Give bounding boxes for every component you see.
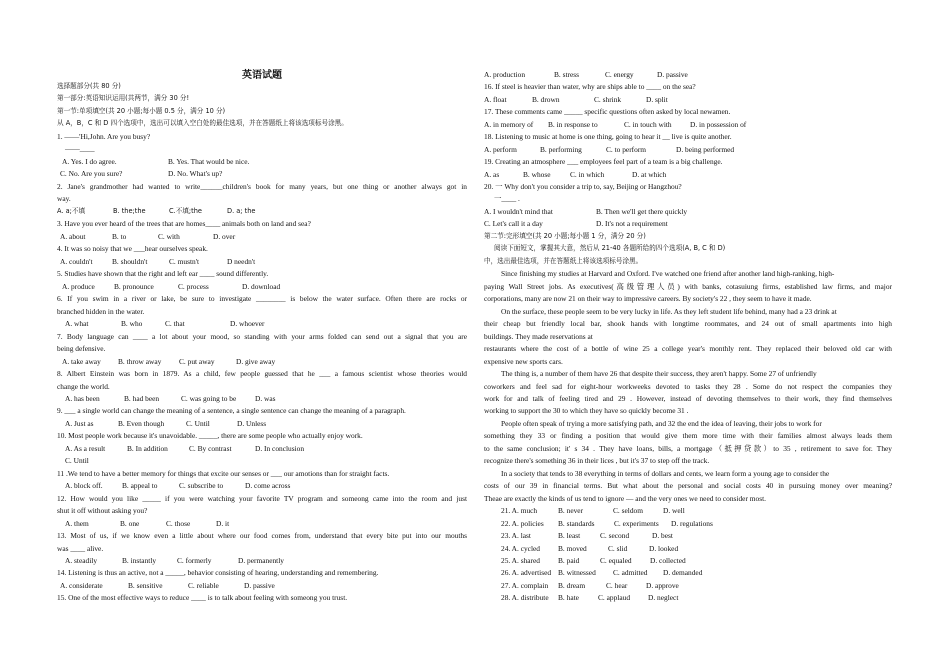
question-14-options [60,581,275,590]
option: B. least [558,531,581,540]
cloze-options-25 [501,556,686,565]
option: 23. A. last [501,531,531,540]
passage-line: work for and talk of feeling tired and 29 . However, instead of devoting themselves to their work, they find themselves [484,394,892,403]
option: C. with [158,232,180,241]
question-2-cont: way. [57,194,71,203]
question-8: 8. Albert Einstein was born in 1879. As a child, few people guessed that he ___ a famous scientist whose theories would [57,369,467,378]
passage-line [501,269,892,278]
option: A. produce [62,282,95,291]
question-20-options [484,207,687,216]
option: A. I wouldn't mind that [484,207,553,216]
option: D. download [242,282,281,291]
option: A. steadily [65,556,98,565]
question-7-cont: being defensive. [57,344,106,353]
option: A. float [484,95,507,104]
passage-line: corporations, many are now 21 on their way to impressive careers. By society's 22 , they seem to have it made. [484,294,812,303]
option: A. has been [65,394,100,403]
option: B. In addition [127,444,168,453]
option: C. By contrast [189,444,232,453]
section-2-heading: 第二节:完形填空(共 20 小题;每小题 1 分，满分 20 分) [484,232,646,240]
intro-line: 第一节:单项填空(共 20 小题;每小题 0.5 分，满分 10 分) [57,107,226,115]
option: D. permanently [238,556,284,565]
cloze-options-28 [501,593,678,602]
question-6: 6. If you swim in a river or lake, be sure to investigate ________ is below the water surface. Often there are rocks or [57,294,467,303]
option: D. split [646,95,668,104]
option: B. in response to [548,120,598,129]
option: D. well [663,506,685,515]
page-title: 英语试题 [242,70,282,81]
option: 24. A. cycled [501,544,540,553]
option: D. whoever [230,319,265,328]
question-20-reply: 一____ . [494,194,520,203]
question-10-extra-option: C. Until [65,456,89,465]
question-19: 19. Creating an atmosphere ___ employees feel part of a team is a big challenge. [484,157,723,166]
question-9: 9. ___ a single world can change the meaning of a sentence, a single sentence can change the meaning of a paragraph. [57,406,406,415]
option: C. mustn't [169,257,200,266]
question-5-options [62,282,280,291]
question-15: 15. One of the most effective ways to reduce ____ is to talk about feeling with someong you trust. [57,593,348,602]
option: C. reliable [188,581,219,590]
option: C. formerly [177,556,212,565]
question-16-options [484,95,668,104]
option: B. who [121,319,143,328]
option: 21. A. much [501,506,538,515]
question-6-cont: branched hidden in the water. [57,307,145,316]
option: D. best [652,531,673,540]
option: D. It's not a requirement [596,219,668,228]
option: 28. A. distribute [501,593,549,602]
option: B. one [120,519,140,528]
cloze-options-23 [501,531,673,540]
cloze-options-26 [501,568,702,577]
option: B. the;the [113,207,146,215]
passage-line: In a society that tends to 38 everything in terms of dollars and cents, we learn form a young age to consider the [501,469,830,478]
option: D. approve [646,581,679,590]
question-7: 7. Body language can ____ a lot about your mood, so standing with your arms folded can send out a signal that you are [57,332,467,341]
question-13-options [65,556,284,565]
option: D. being performed [676,145,735,154]
question-1: 1. ——'Hi,John. Are you busy? [57,132,151,141]
option: B. Then we'll get there quickly [596,207,688,216]
option: C. applaud [598,593,631,602]
option: C. was going to be [181,394,237,403]
option: C.不填;the [169,207,202,215]
option: A. them [65,519,89,528]
option: C. No. Are you sure? [60,169,123,178]
cloze-options-21 [501,506,685,515]
option: C. admitted [613,568,648,577]
option: D. give away [236,357,276,366]
option: C. energy [605,70,634,79]
option: D. In conclusion [255,444,305,453]
option: D. was [255,394,276,403]
option: B. hate [558,593,579,602]
option: B. throw away [118,357,162,366]
question-15-options [484,70,688,79]
question-8-cont: change the world. [57,382,110,391]
question-4: 4. It was so noisy that we ___hear ourselves speak. [57,244,208,253]
option: D. No. What's up? [168,169,223,178]
option: B. paid [558,556,580,565]
option: A. considerate [60,581,103,590]
option: C. to perform [606,145,647,154]
option: D. a; the [227,207,256,215]
passage-line: The thing is, a number of them have 26 that despite their success, they aren't happy. Some 27 of unfriendly [501,369,817,378]
section-2-instruction: 中，选出最佳选项，并在答题纸上将该选项标号涂黑。 [484,257,643,265]
question-9-options [65,419,266,428]
option: A. in memory of [484,120,534,129]
passage-line: costs of our 39 in financial terms. But what about the personal and social costs 40 in pursuing money over meaning? [484,481,892,490]
option: A. Just as [65,419,94,428]
option: C. put away [179,357,215,366]
question-13-cont: was ____ alive. [57,544,104,553]
option: C. seldom [613,506,643,515]
question-20: 20. 一 Why don't you consider a trip to, say, Beijing or Hangzhou? [484,182,682,191]
option: C. equaled [600,556,632,565]
option: B. shouldn't [112,257,148,266]
option: A. production [484,70,526,79]
option: A. a;不填 [57,207,86,215]
question-16: 16. If steel is heavier than water, why are ships able to ____ on the sea? [484,82,696,91]
question-3: 3. Have you ever heard of the trees that are homes____ animals both on land and sea? [57,219,311,228]
option: B. to [112,232,127,241]
option: D. in possession of [690,120,747,129]
option: D. over [213,232,236,241]
option: B. Even though [118,419,165,428]
option: D. passive [657,70,688,79]
option: C. that [165,319,185,328]
question-11: 11 .We tend to have a better memory for things that excite our senses or ___ our amotions than for straight facts. [57,469,390,478]
option: A. what [65,319,89,328]
option: A. about [60,232,86,241]
option: C. process [178,282,209,291]
section-2-instruction: 阅读下面短文，掌握其大意，然后从 21-40 各题所给的四个选项(A, B, C 和 D) [494,244,726,252]
passage-line: their cheap but friendly local bar, shook hands with longtime roommates, and 24 out of small apartments into high [484,319,892,328]
option: D. demanded [663,568,703,577]
option: C. Let's call it a day [484,219,543,228]
option: C. shrink [594,95,622,104]
option: C. subscribe to [179,481,224,490]
option: B. sensitive [128,581,163,590]
passage-text: Since finishing my studies at Harvard and Oxford. I've watched one friend after another land high-ranking, high- [501,269,835,278]
passage-line: recognize there's something 36 in their lices , but it's 37 to step off the track. [484,456,710,465]
cloze-options-27 [501,581,679,590]
question-6-options [65,319,264,328]
option: B. moved [558,544,587,553]
option: D. it [216,519,230,528]
question-19-options [484,170,666,179]
option: C. experiments [614,519,659,528]
option: B. pronounce [114,282,154,291]
option: B. Yes. That would be nice. [168,157,250,166]
question-1-options [62,157,249,166]
option: C. slid [608,544,628,553]
option: C. Until [186,419,210,428]
passage-line: restaurants where the cost of a bottle of wine 25 a college year's monthly rent. They replaced their beloved old car with [484,344,892,353]
option: D. passive [244,581,275,590]
option: A. as [484,170,500,179]
option: D. Unless [237,419,267,428]
passage-line: coworkers and feel sad for eight-hour workweeks devoted to tasks they 28 . Some do not respect the companies they [484,382,892,391]
passage-line: Theae are exactly the kinds of us tend to ignore — and the very ones we need to consider most. [484,494,766,503]
passage-line: something they 33 or finding a position that would give them more time with their families almost always leads them [484,431,892,440]
option: D. regulations [671,519,713,528]
option: D. come across [245,481,291,490]
question-10: 10. Most people work because it's unavoidable. _____, there are some people who actually enjoy work. [57,431,363,440]
question-18-options [484,145,734,154]
option: B. drown [532,95,560,104]
question-1-reply: ——____ [65,144,95,153]
question-20-options [484,219,668,228]
question-13: 13. Most of us, if we know even a little about where our food comes from, understand that every bite put into our mouths [57,531,467,540]
option: B. stress [554,70,580,79]
option: D. looked [649,544,679,553]
option: A. perform [484,145,517,154]
option: B. instantly [122,556,157,565]
question-2: 2. Jane's grandmother had wanted to write______children's book for many years, but one thing or another always got in [57,182,467,191]
option: B. witnessed [558,568,596,577]
option: C. those [166,519,191,528]
option: 25. A. shared [501,556,540,565]
option: D. at which [632,170,667,179]
passage-line: On the surface, these people seem to be very lucky in life. As they left student life behind, many had a 23 drink at [501,307,837,316]
option: B. never [558,506,584,515]
option: B. had been [124,394,160,403]
cloze-options-22 [501,519,713,528]
option: C. in which [570,170,605,179]
intro-line: 选择题部分(共 80 分) [57,82,121,90]
question-7-options [62,357,275,366]
question-17-options [484,120,746,129]
option: B. standards [558,519,595,528]
option: D needn't [227,257,256,266]
question-12-cont: shut it off without asking you? [57,506,148,515]
passage-line: working to support the 30 to which they have so quickly become 31 . [484,406,689,415]
passage-line: paying Wall Street jobs. As executives(高级管理人员) with banks, cotasuiung firms, established law firms, and major [484,282,892,291]
question-1-options [60,169,222,178]
option: A. block off. [65,481,103,490]
passage-line: buildings. They made reservations at [484,332,593,341]
option: A. couldn't [60,257,93,266]
question-8-options [65,394,276,403]
question-17: 17. These comments came _____ specific questions often asked by local newamen. [484,107,731,116]
option: B. whose [523,170,551,179]
question-3-options [60,232,235,241]
question-2-options [57,207,255,216]
intro-line: 第一部分:英语知识运用(共两节，满分 30 分! [57,94,190,102]
passage-line: expensive new sports cars. [484,357,563,366]
option: 27. A. complain [501,581,549,590]
option: B. dream [558,581,586,590]
option: A. Yes. I do agree. [62,157,117,166]
option: B. performing [540,145,582,154]
question-18: 18. Listening to music at home is one thing, going to hear it __ live is quite another. [484,132,732,141]
question-14: 14. Listening is thus an active, not a _____, behavior consisting of hearing, understanding and remembering. [57,568,379,577]
question-12: 12. How would you like _____ if you were watching your favorite TV program and someong came into the room and just [57,494,467,503]
option: B. appeal to [122,481,158,490]
question-11-options [65,481,290,490]
option: A. As a result [65,444,106,453]
option: C. second [600,531,630,540]
passage-line: to the same conclusion; it' s 34 . They have loans, bills, a mortgage（抵押贷款）to 35 , retirement to save for. They [484,444,892,453]
cloze-options-24 [501,544,678,553]
option: A. take away [62,357,101,366]
option: 26. A. advertised [501,568,552,577]
question-4-options [60,257,255,266]
question-5: 5. Studies have shown that the right and left ear ____ sound differently. [57,269,269,278]
option: C. in touch with [624,120,672,129]
intro-line: 从 A，B，C 和 D 四个选项中，选出可以填入空白处的最佳选项，并在答题纸上将该选项标号涂黑。 [57,119,348,127]
option: C. hear [606,581,628,590]
option: D. neglect [648,593,679,602]
passage-line: People often speak of trying a more satisfying path, and 32 the end the idea of leaving, their jobs to work for [501,419,822,428]
option: 22. A. policies [501,519,544,528]
question-12-options [65,519,229,528]
option: D. collected [650,556,686,565]
question-10-options [65,444,304,453]
